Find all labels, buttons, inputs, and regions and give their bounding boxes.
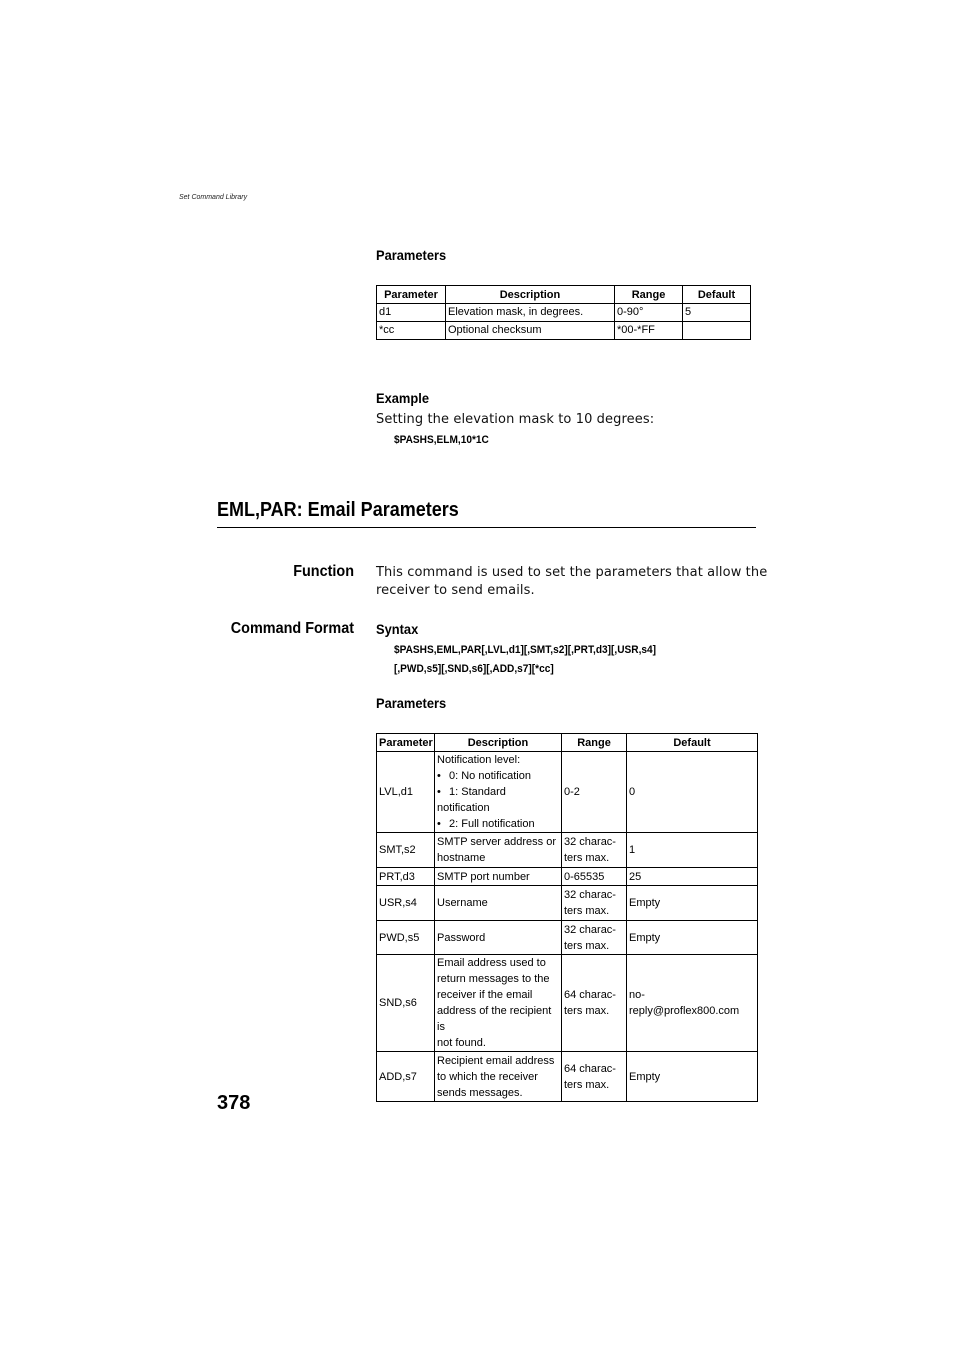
- header-default: Default: [683, 286, 751, 304]
- cell-range: [562, 833, 627, 868]
- list-item: • 0: No notification: [437, 768, 559, 784]
- eml-parameters-heading: Parameters: [376, 695, 447, 711]
- cell-description: SMTP port number: [435, 868, 562, 886]
- cell-default: Empty: [627, 886, 758, 921]
- cell-range: [562, 955, 627, 1052]
- cell-description: [435, 833, 562, 868]
- description-text: Notification level:: [437, 754, 521, 766]
- description-line: SMTP server address or: [437, 836, 557, 848]
- cell-range: *00-*FF: [615, 322, 683, 340]
- description-line: sends messages.: [437, 1086, 523, 1099]
- cell-range: [562, 921, 627, 955]
- range-line: ters max.: [564, 1005, 610, 1017]
- syntax-code: [394, 641, 656, 679]
- description-line: not found.: [437, 1037, 486, 1049]
- cell-description: [435, 955, 562, 1052]
- cell-default: 5: [683, 304, 751, 322]
- notification-level-list: [437, 768, 559, 832]
- description-line: hostname: [437, 852, 486, 864]
- eml-parameters-table: [376, 733, 758, 1102]
- range-line: 64 charac-: [564, 989, 616, 1001]
- table-header-row: [377, 286, 751, 304]
- elm-parameters-heading: Parameters: [376, 247, 447, 263]
- header-default: Default: [627, 734, 758, 752]
- section-divider: [217, 527, 756, 528]
- range-line: ters max.: [564, 1078, 610, 1091]
- function-text: [376, 564, 767, 600]
- cell-default: 0: [627, 752, 758, 833]
- cell-description: Optional checksum: [446, 322, 615, 340]
- range-line: ters max.: [564, 852, 610, 864]
- cell-range: [562, 886, 627, 921]
- cell-parameter: LVL,d1: [377, 752, 435, 833]
- cell-description: Password: [435, 921, 562, 955]
- cell-parameter: USR,s4: [377, 886, 435, 921]
- header-description: Description: [446, 286, 615, 304]
- cell-range: [562, 1052, 627, 1102]
- cell-parameter: *cc: [377, 322, 446, 340]
- description-line: address of the recipient is: [437, 1005, 552, 1033]
- range-line: ters max.: [564, 939, 610, 952]
- syntax-line: $PASHS,EML,PAR[,LVL,d1][,SMT,s2][,PRT,d3][,USR,s4]: [394, 644, 657, 656]
- cell-parameter: PWD,s5: [377, 921, 435, 955]
- description-line: receiver if the email: [437, 989, 533, 1001]
- function-label: Function: [293, 563, 354, 580]
- syntax-heading: Syntax: [376, 621, 419, 637]
- list-item: • 2: Full notification: [437, 816, 559, 832]
- cell-default: Empty: [627, 921, 758, 955]
- cell-range: 0-2: [562, 752, 627, 833]
- description-line: to which the receiver: [437, 1070, 538, 1083]
- table-row: [377, 833, 758, 868]
- cell-range: 0-90°: [615, 304, 683, 322]
- cell-description: Username: [435, 886, 562, 921]
- section-title: EML,PAR: Email Parameters: [217, 499, 459, 521]
- header-parameter: Parameter: [377, 286, 446, 304]
- table-row: [377, 955, 758, 1052]
- syntax-line: [,PWD,s5][,SND,s6][,ADD,s7][*cc]: [394, 663, 554, 675]
- table-row: [377, 886, 758, 921]
- header-range: Range: [615, 286, 683, 304]
- example-code: $PASHS,ELM,10*1C: [394, 434, 489, 446]
- description-line: return messages to the: [437, 973, 550, 985]
- cell-parameter: SND,s6: [377, 955, 435, 1052]
- range-line: 32 charac-: [564, 836, 616, 848]
- cell-description: [435, 1052, 562, 1102]
- cell-default: 25: [627, 868, 758, 886]
- description-line: Recipient email address: [437, 1054, 555, 1067]
- header-range: Range: [562, 734, 627, 752]
- list-item: • 1: Standard notification: [437, 784, 559, 816]
- function-text-line: This command is used to set the parameters that allow the: [376, 565, 768, 580]
- range-line: 64 charac-: [564, 1062, 616, 1075]
- cell-parameter: ADD,s7: [377, 1052, 435, 1102]
- range-line: 32 charac-: [564, 923, 616, 936]
- cell-parameter: d1: [377, 304, 446, 322]
- page-number: 378: [217, 1092, 251, 1114]
- cell-description: Elevation mask, in degrees.: [446, 304, 615, 322]
- running-header: Set Command Library: [179, 194, 248, 201]
- cell-parameter: SMT,s2: [377, 833, 435, 868]
- cell-range: 0-65535: [562, 868, 627, 886]
- cell-description: [435, 752, 562, 833]
- table-row: [377, 1052, 758, 1102]
- example-text: Setting the elevation mask to 10 degrees:: [376, 412, 655, 427]
- table-row: [377, 304, 751, 322]
- table-row: [377, 752, 758, 833]
- range-line: ters max.: [564, 905, 610, 917]
- table-row: [377, 921, 758, 955]
- elm-parameters-table: [376, 285, 751, 340]
- description-line: Email address used to: [437, 957, 546, 969]
- cell-default: 1: [627, 833, 758, 868]
- table-header-row: [377, 734, 758, 752]
- example-heading: Example: [376, 390, 429, 406]
- range-line: 32 charac-: [564, 889, 616, 901]
- command-format-label: Command Format: [230, 620, 354, 637]
- cell-default: [683, 322, 751, 340]
- cell-default: Empty: [627, 1052, 758, 1102]
- table-row: [377, 322, 751, 340]
- cell-parameter: PRT,d3: [377, 868, 435, 886]
- header-parameter: Parameter: [377, 734, 435, 752]
- table-row: [377, 868, 758, 886]
- cell-default: no-reply@proflex800.com: [627, 955, 758, 1052]
- header-description: Description: [435, 734, 562, 752]
- function-text-line: receiver to send emails.: [376, 583, 535, 598]
